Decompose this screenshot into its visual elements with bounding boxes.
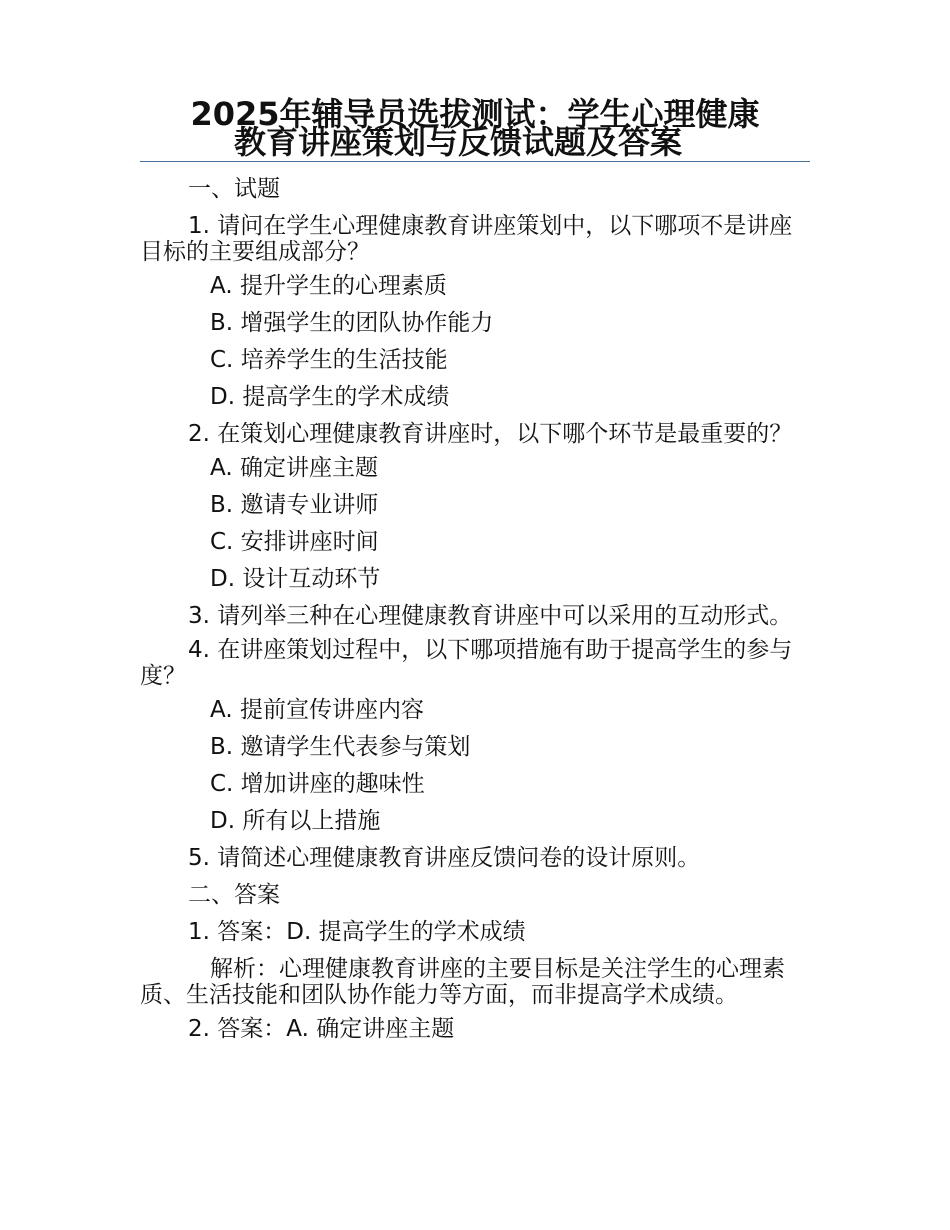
question-1-option-c: C. 培养学生的生活技能 [210,347,448,373]
question-2-option-d: D. 设计互动环节 [210,566,381,592]
question-4-option-a: A. 提前宣传讲座内容 [210,697,424,723]
question-4-option-b: B. 邀请学生代表参与策划 [210,734,471,760]
title-underline-rule [140,161,810,162]
question-2-option-a: A. 确定讲座主题 [210,455,378,481]
section-heading-answers: 二、答案 [188,882,280,908]
section-heading-questions: 一、试题 [188,176,280,202]
answer-2: 2. 答案：A. 确定讲座主题 [188,1016,455,1042]
question-4-text: 4. 在讲座策划过程中，以下哪项措施有助于提高学生的参与度？ [140,637,793,689]
title-line-1: 2025年辅导员选拔测试：学生心理健康 [190,95,760,133]
question-1-option-d: D. 提高学生的学术成绩 [210,384,450,410]
answer-1: 1. 答案：D. 提高学生的学术成绩 [188,919,526,945]
question-1-option-b: B. 增强学生的团队协作能力 [210,310,494,336]
question-4-option-d: D. 所有以上措施 [210,808,381,834]
question-2-text: 2. 在策划心理健康教育讲座时，以下哪个环节是最重要的？ [188,421,793,447]
question-2-option-b: B. 邀请专业讲师 [210,492,379,518]
question-5-text: 5. 请简述心理健康教育讲座反馈问卷的设计原则。 [188,845,701,871]
document-title-block [140,95,810,161]
question-1-option-a: A. 提升学生的心理素质 [210,273,447,299]
question-1-text: 1. 请问在学生心理健康教育讲座策划中，以下哪项不是讲座目标的主要组成部分？ [140,213,793,265]
answer-1-explanation: 解析：心理健康教育讲座的主要目标是关注学生的心理素质、生活技能和团队协作能力等方面，而非提高学术成绩。 [140,956,785,1008]
title-line-2: 教育讲座策划与反馈试题及答案 [234,123,683,161]
document-body [140,176,810,1053]
question-4-option-c: C. 增加讲座的趣味性 [210,771,425,797]
question-3-text: 3. 请列举三种在心理健康教育讲座中可以采用的互动形式。 [188,603,793,629]
document-title [140,95,810,161]
question-2-option-c: C. 安排讲座时间 [210,529,379,555]
